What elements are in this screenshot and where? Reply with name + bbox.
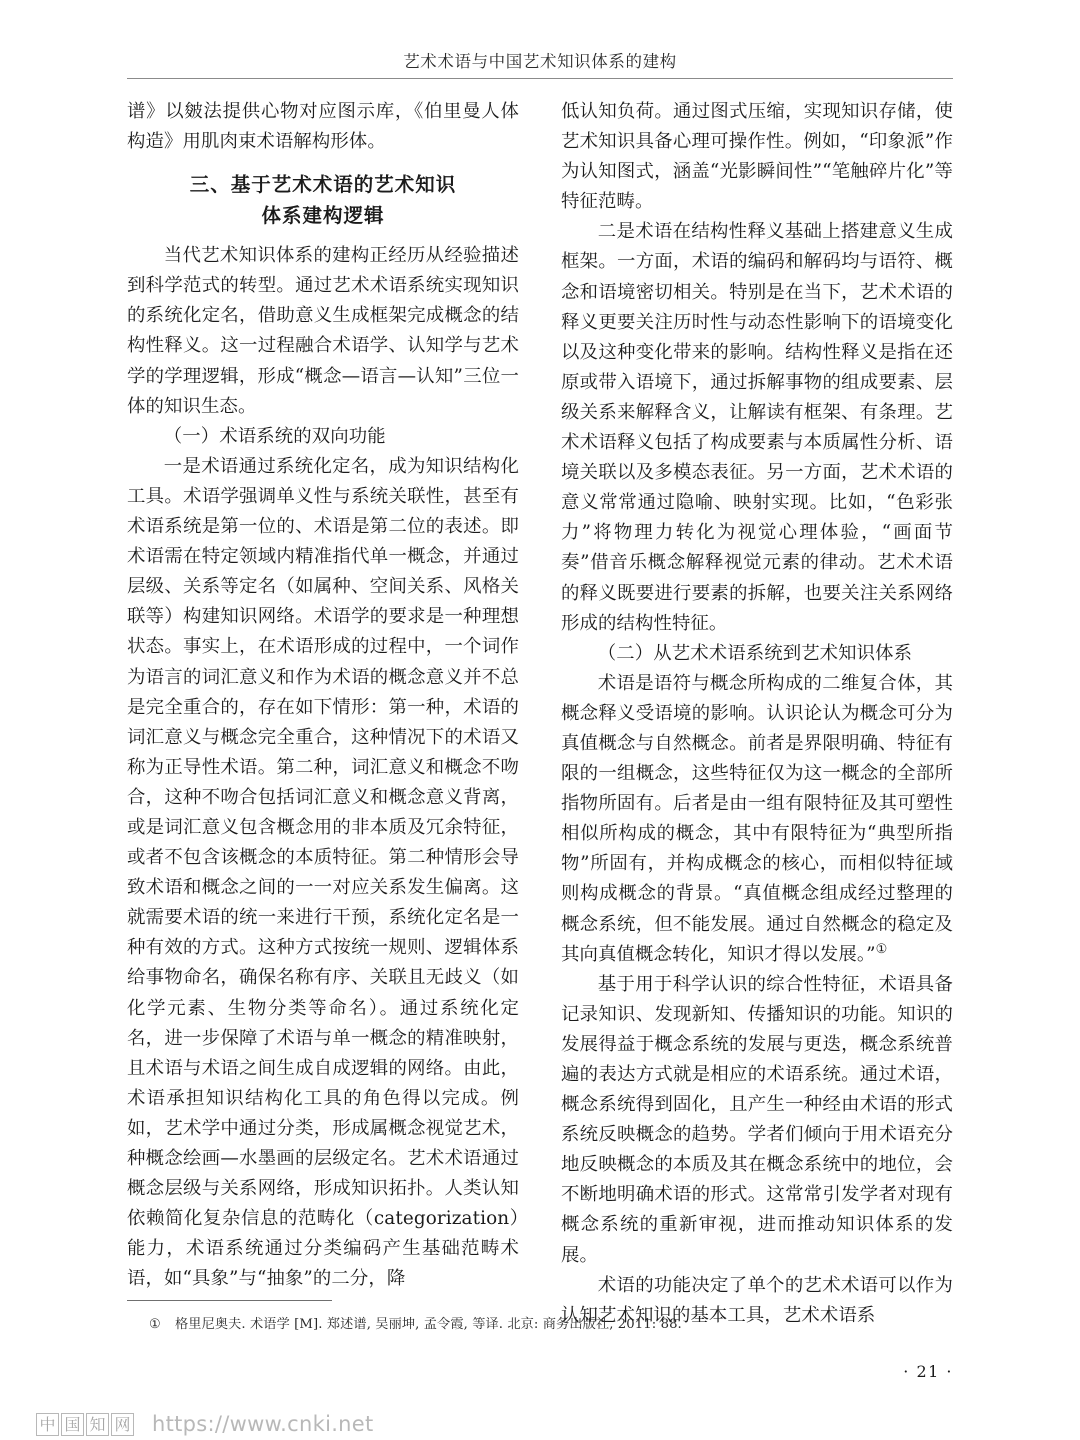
page-number: · 21 ·	[903, 1362, 953, 1381]
section-heading-line-1: 三、基于艺术术语的艺术知识	[189, 173, 457, 197]
footnote-reference-marker[interactable]: ①	[875, 941, 888, 957]
paragraph: 术语的功能决定了单个的艺术术语可以作为认知艺术知识的基本工具，艺术术语系	[561, 1274, 953, 1326]
paragraph-with-footnote	[561, 669, 953, 970]
section-heading-line-2: 体系建构逻辑	[261, 204, 385, 228]
paragraph-continued: 低认知负荷。通过图式压缩，实现知识存储，使艺术知识具备心理可操作性。例如，“印象派”作为认知图式，涵盖“光影瞬间性”“笔触碎片化”等特征范畴。	[561, 101, 953, 213]
right-column	[561, 97, 953, 1326]
cnki-watermark	[36, 1412, 374, 1436]
cnki-logo-char-3: 知	[86, 1413, 109, 1436]
paragraph: 一是术语通过系统化定名，成为知识结构化工具。术语学强调单义性与系统关联性，甚至有术语系统是第一位的、术语是第二位的表述。即术语需在特定领域内精准指代单一概念，并通过层级、关系等定名（如属种、空间关系、风格关联等）构建知识网络。术语学的要求是一种理想状态。事实上，在术语形成的过程中，一个词作为语言的词汇意义和作为术语的概念意义并不总是完全重合的，存在如下情形：第一种，术语的词汇意义与概念完全重合，这种情况下的术语又称为正导性术语。第二种，词汇意义和概念不吻合，这种不吻合包括词汇意义和概念意义背离，或是词汇意义包含概念用的非本质及冗余特征，或者不包含该概念的本质特征。第二种情形会导致术语和概念之间的一一对应关系发生偏离。这就需要术语的统一来进行干预，系统化定名是一种有效的方式。这种方式按统一规则、逻辑体系给事物命名，确保名称有序、关联且无歧义（如化学元素、生物分类等命名）。通过系统化定名，进一步保障了术语与单一概念的精准映射，且术语与术语之间生成自成逻辑的网络。由此，术语承担知识结构化工具的角色得以完成。例如，艺术学中通过分类，形成属概念视觉艺术，种概念绘画—水墨画的层级定名。艺术术语通过概念层级与关系网络，形成知识拓扑。人类认知依赖简化复杂信息的范畴化（categorization）能力，术语系统通过分类编码产生基础范畴术语，如“具象”与“抽象”的二分，降	[127, 455, 519, 1290]
paragraph-text: 术语是语符与概念所构成的二维复合体，其概念释义受语境的影响。认识论认为概念可分为真值概念与自然概念。前者是界限明确、特征有限的一组概念，这些特征仅为这一概念的全部所指物所固有。后者是由一组有限特征及其可塑性相似所构成的概念，其中有限特征为“典型所指物”所固有，并构成概念的核心，而相似特征域则构成概念的背景。“真值概念组成经过整理的概念系统，但不能发展。通过自然概念的稳定及其向真值概念转化，知识才得以发展。”	[561, 672, 953, 965]
footnote-divider-rule	[127, 1300, 332, 1301]
paragraph: 基于用于科学认识的综合性特征，术语具备记录知识、发现新知、传播知识的功能。知识的发展得益于概念系统的发展与更迭，概念系统普遍的表达方式就是相应的术语系统。通过术语，概念系统得到固化，且产生一种经由术语的形式系统反映概念的趋势。学者们倾向于用术语充分地反映概念的本质及其在概念系统中的地位，会不断地明确术语的形式。这常常引发学者对现有概念系统的重新审视，进而推动知识体系的发展。	[561, 973, 953, 1266]
cnki-logo-icon	[36, 1413, 134, 1436]
subsection-heading-one: （一）术语系统的双向功能	[163, 425, 386, 447]
footnote-citation-text: 格里尼奥夫. 术语学 [M]. 郑述谱, 吴丽坤, 孟令霞, 等译. 北京: 商务出版社, 2011: 88.	[175, 1317, 682, 1332]
cnki-logo-char-1: 中	[36, 1413, 59, 1436]
paragraph: 二是术语在结构性释义基础上搭建意义生成框架。一方面，术语的编码和解码均与语符、概念和语境密切相关。特别是在当下，艺术术语的释义更要关注历时性与动态性影响下的语境变化以及这种变化带来的影响。结构性释义是指在还原或带入语境下，通过拆解事物的组成要素、层级关系来解释含义，让解读有框架、有条理。艺术术语释义包括了构成要素与本质属性分析、语境关联以及多模态表征。另一方面，艺术术语的意义常常通过隐喻、映射实现。比如，“色彩张力”将物理力转化为视觉心理体验，“画面节奏”借音乐概念解释视觉元素的律动。艺术术语的释义既要进行要素的拆解，也要关注关系网络形成的结构性特征。	[561, 221, 953, 634]
header-divider-rule	[127, 78, 953, 79]
cnki-logo-char-2: 国	[61, 1413, 84, 1436]
left-column	[127, 97, 519, 1292]
section-heading	[127, 169, 519, 231]
paragraph: 当代艺术知识体系的建构正经历从经验描述到科学范式的转型。通过艺术术语系统实现知识的系统化定名，借助意义生成框架完成概念的结构性释义。这一过程融合术语学、认知学与艺术学的学理逻辑，形成“概念—语言—认知”三位一体的知识生态。	[127, 245, 519, 417]
cnki-url-text[interactable]: https://www.cnki.net	[152, 1412, 374, 1436]
paragraph-continued: 谱》以皴法提供心物对应图示库，《伯里曼人体构造》用肌肉束术语解构形体。	[127, 101, 519, 153]
cnki-logo-char-4: 网	[111, 1413, 134, 1436]
subsection-heading-two: （二）从艺术术语系统到艺术知识体系	[597, 642, 913, 664]
footnote-entry	[127, 1315, 953, 1335]
footnote-marker: ①	[149, 1317, 161, 1332]
running-header-title: 艺术术语与中国艺术知识体系的建构	[403, 52, 677, 71]
footnote-area	[127, 1300, 953, 1335]
